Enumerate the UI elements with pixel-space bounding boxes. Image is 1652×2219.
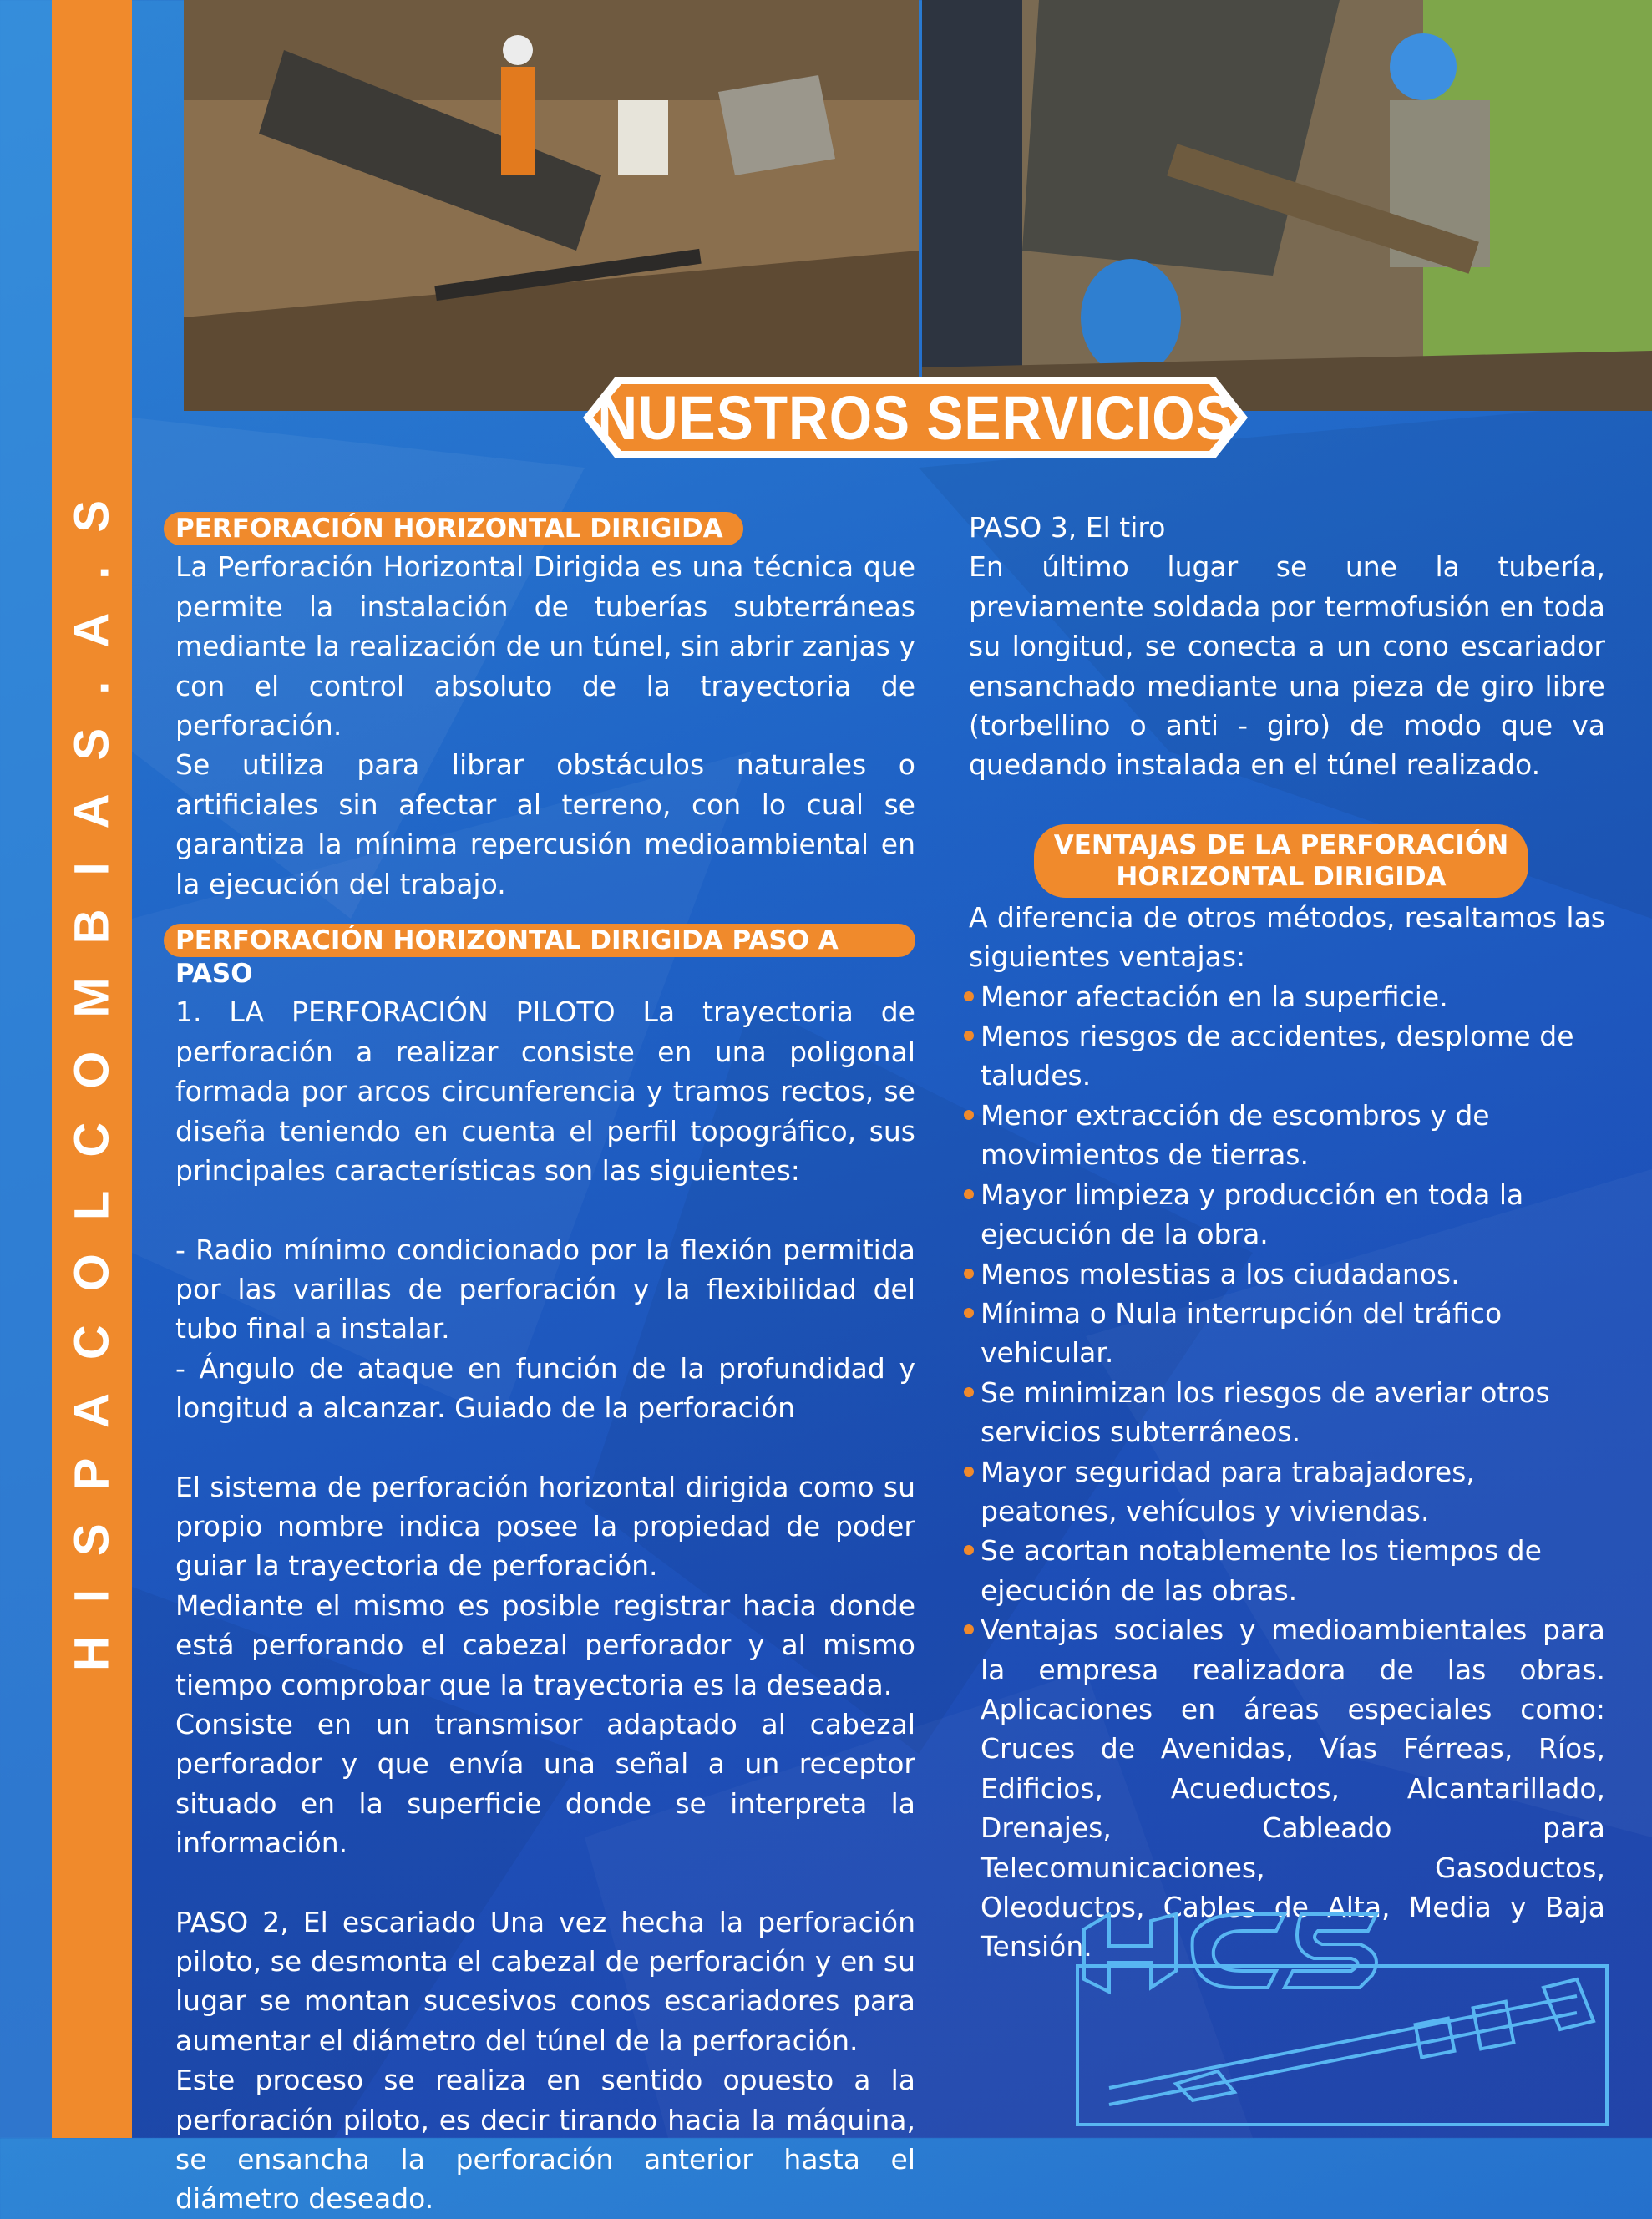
paragraph-uses: Se utiliza para librar obstáculos naturales o artificiales sin afectar al terreno, con lo cual se garantiza la mínima repercusión medioambiental en la ejecución del trabajo. (175, 748, 915, 900)
paragraph-guidance: El sistema de perforación horizontal dirigida como su propio nombre indica posee la propiedad de poder guiar la trayectoria de perforación. (175, 1470, 915, 1583)
paragraph-radius: - Radio mínimo condicionado por la flexión permitida por las varillas de perforación y la flexibilidad del tubo final a instalar. (175, 1233, 915, 1345)
paragraph-tracking: Mediante el mismo es posible registrar hacia donde está perforando el cabezal perforador y al mismo tiempo comprobar que la trayectoria es la deseada. (175, 1588, 915, 1701)
paragraph-pilot: 1. LA PERFORACIÓN PILOTO La trayectoria de perforación a realizar consiste en una poligonal formada por arcos circunferencia y tramos rectos, se diseña teniendo en cuenta el perfil topográfico, sus principales características son las siguientes: (175, 996, 915, 1188)
paragraph-angle: - Ángulo de ataque en función de la profundidad y longitud a alcanzar. Guiado de la perforación (175, 1351, 915, 1425)
list-item: Menos riesgos de accidentes, desplome de taludes. (969, 1016, 1605, 1096)
brand-sidebar (52, 0, 132, 2138)
photo-pipe-excavation (184, 0, 919, 411)
photo-drilling-crew (922, 0, 1652, 411)
heading-phd: PERFORACIÓN HORIZONTAL DIRIGIDA (164, 512, 743, 545)
heading-step-by-step: PERFORACIÓN HORIZONTAL DIRIGIDA PASO A PASO (164, 924, 915, 957)
advantages-list (969, 977, 1605, 1967)
paragraph-transmitter: Consiste en un transmisor adaptado al cabezal perforador y que envía una señal a un receptor situado en la superficie donde se interpreta la información. (175, 1707, 915, 1860)
list-item: Mínima o Nula interrupción del tráfico vehicular. (969, 1294, 1605, 1373)
heading-advantages: VENTAJAS DE LA PERFORACIÓN HORIZONTAL DIRIGIDA (1034, 824, 1528, 898)
list-item: Se minimizan los riesgos de averiar otros servicios subterráneos. (969, 1373, 1605, 1452)
list-item: Mayor limpieza y producción en toda la ejecución de la obra. (969, 1175, 1605, 1254)
paragraph-reaming: PASO 2, El escariado Una vez hecha la perforación piloto, se desmonta el cabezal de perforación y en su lugar se montan sucesivos conos escariadores para aumentar el diámetro del túnel de la perforación. (175, 1905, 915, 2057)
paragraph-reaming-process: Este proceso se realiza en sentido opuesto a la perforación piloto, es decir tirando hacia la máquina, se ensancha la perforación anterior hasta el diámetro deseado. (175, 2064, 915, 2216)
page-title: NUESTROS SERVICIOS (597, 382, 1234, 453)
paragraph-intro: La Perforación Horizontal Dirigida es una técnica que permite la instalación de tuberías subterráneas mediante la realización de un túnel, sin abrir zanjas y con el control absoluto de la trayectoria de perforación. (175, 550, 915, 742)
paso3-title: PASO 3, El tiro (969, 511, 1166, 544)
list-item: Mayor seguridad para trabajadores, peatones, vehículos y viviendas. (969, 1452, 1605, 1532)
paso3-text: En último lugar se une la tubería, previamente soldada por termofusión en toda su longitud, se conecta a un cono escariador ensanchado mediante una pieza de giro libre (torbellino o anti - giro) de modo que va quedando instalada en el túnel realizado. (969, 550, 1605, 782)
hcs-logo (1076, 1912, 1610, 2126)
list-item: Menos molestias a los ciudadanos. (969, 1254, 1605, 1294)
brand-sidebar-text: HISPACOLCOMBIAS.A.S (64, 466, 119, 1672)
advantages-intro: A diferencia de otros métodos, resaltamos las siguientes ventajas: (969, 900, 1605, 974)
section-banner (581, 376, 1249, 459)
list-item: Se acortan notablemente los tiempos de ejecución de las obras. (969, 1531, 1605, 1610)
right-column (969, 508, 1605, 1967)
list-item: Menor extracción de escombros y de movimientos de tierras. (969, 1096, 1605, 1175)
list-item: Menor afectación en la superficie. (969, 977, 1605, 1016)
left-column (175, 508, 915, 2219)
list-item: Ventajas sociales y medioambientales para la empresa realizadora de las obras. Aplicaciones en áreas especiales como: Cruces de Avenidas, Vías Férreas, Ríos, Edificios, Acueductos, Alcantarillado, Drenajes, Cableado para Telecomunicaciones, Gasoductos, Oleoductos, Cables de Alta, Media y Baja Tensión. (969, 1610, 1605, 1967)
